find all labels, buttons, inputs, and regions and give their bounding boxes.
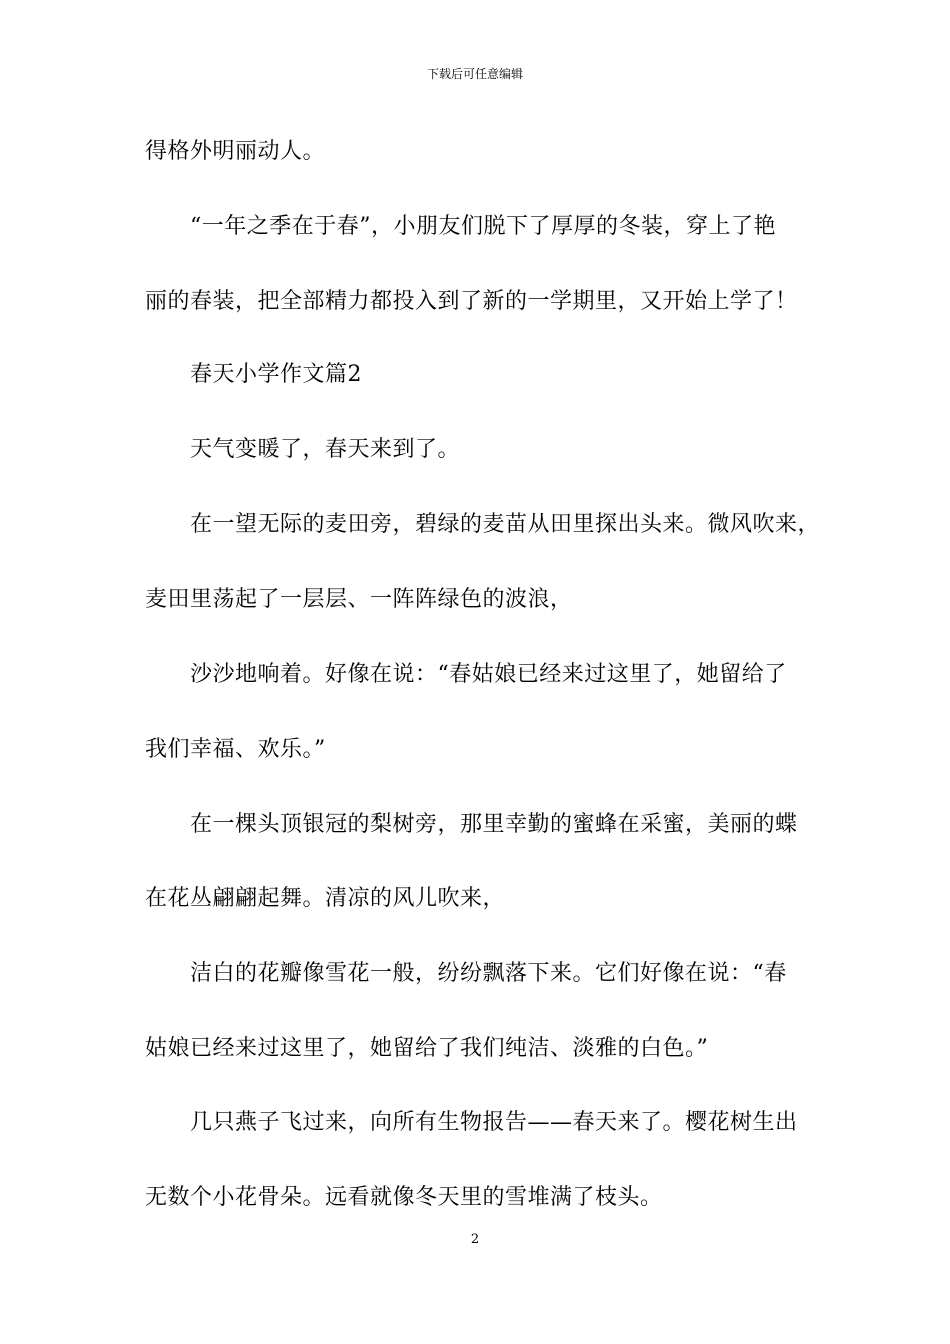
text-line: 丽的春装，把全部精力都投入到了新的一学期里，又开始上学了！ (145, 289, 798, 314)
text-line: 麦田里荡起了一层层、一阵阵绿色的波浪， (145, 587, 573, 612)
section-heading: 春天小学作文篇2 (190, 362, 362, 387)
header-note: 下载后可任意编辑 (426, 67, 523, 81)
text-line: 天气变暖了，春天来到了。 (190, 437, 461, 462)
text-line: 我们幸福、欢乐。” (145, 737, 326, 762)
text-line: “一年之季在于春”，小朋友们脱下了厚厚的冬装，穿上了艳 (190, 214, 776, 239)
text-line: 几只燕子飞过来，向所有生物报告——春天来了。樱花树生出 (190, 1110, 798, 1135)
text-line: 姑娘已经来过这里了，她留给了我们纯洁、淡雅的白色。” (145, 1036, 709, 1061)
text-line: 得格外明丽动人。 (145, 139, 326, 164)
text-line: 在花丛翩翩起舞。清凉的风儿吹来， (145, 886, 506, 911)
text-line: 沙沙地响着。好像在说：“春姑娘已经来过这里了，她留给了 (190, 662, 787, 687)
page-number: 2 (470, 1232, 480, 1247)
text-line: 在一望无际的麦田旁，碧绿的麦苗从田里探出头来。微风吹来， (190, 512, 821, 537)
text-line: 在一棵头顶银冠的梨树旁，那里幸勤的蜜蜂在采蜜，美丽的蝶 (190, 812, 798, 837)
text-line: 洁白的花瓣像雪花一般，纷纷飘落下来。它们好像在说：“春 (190, 961, 787, 986)
text-line: 无数个小花骨朵。远看就像冬天里的雪堆满了枝头。 (145, 1185, 663, 1210)
